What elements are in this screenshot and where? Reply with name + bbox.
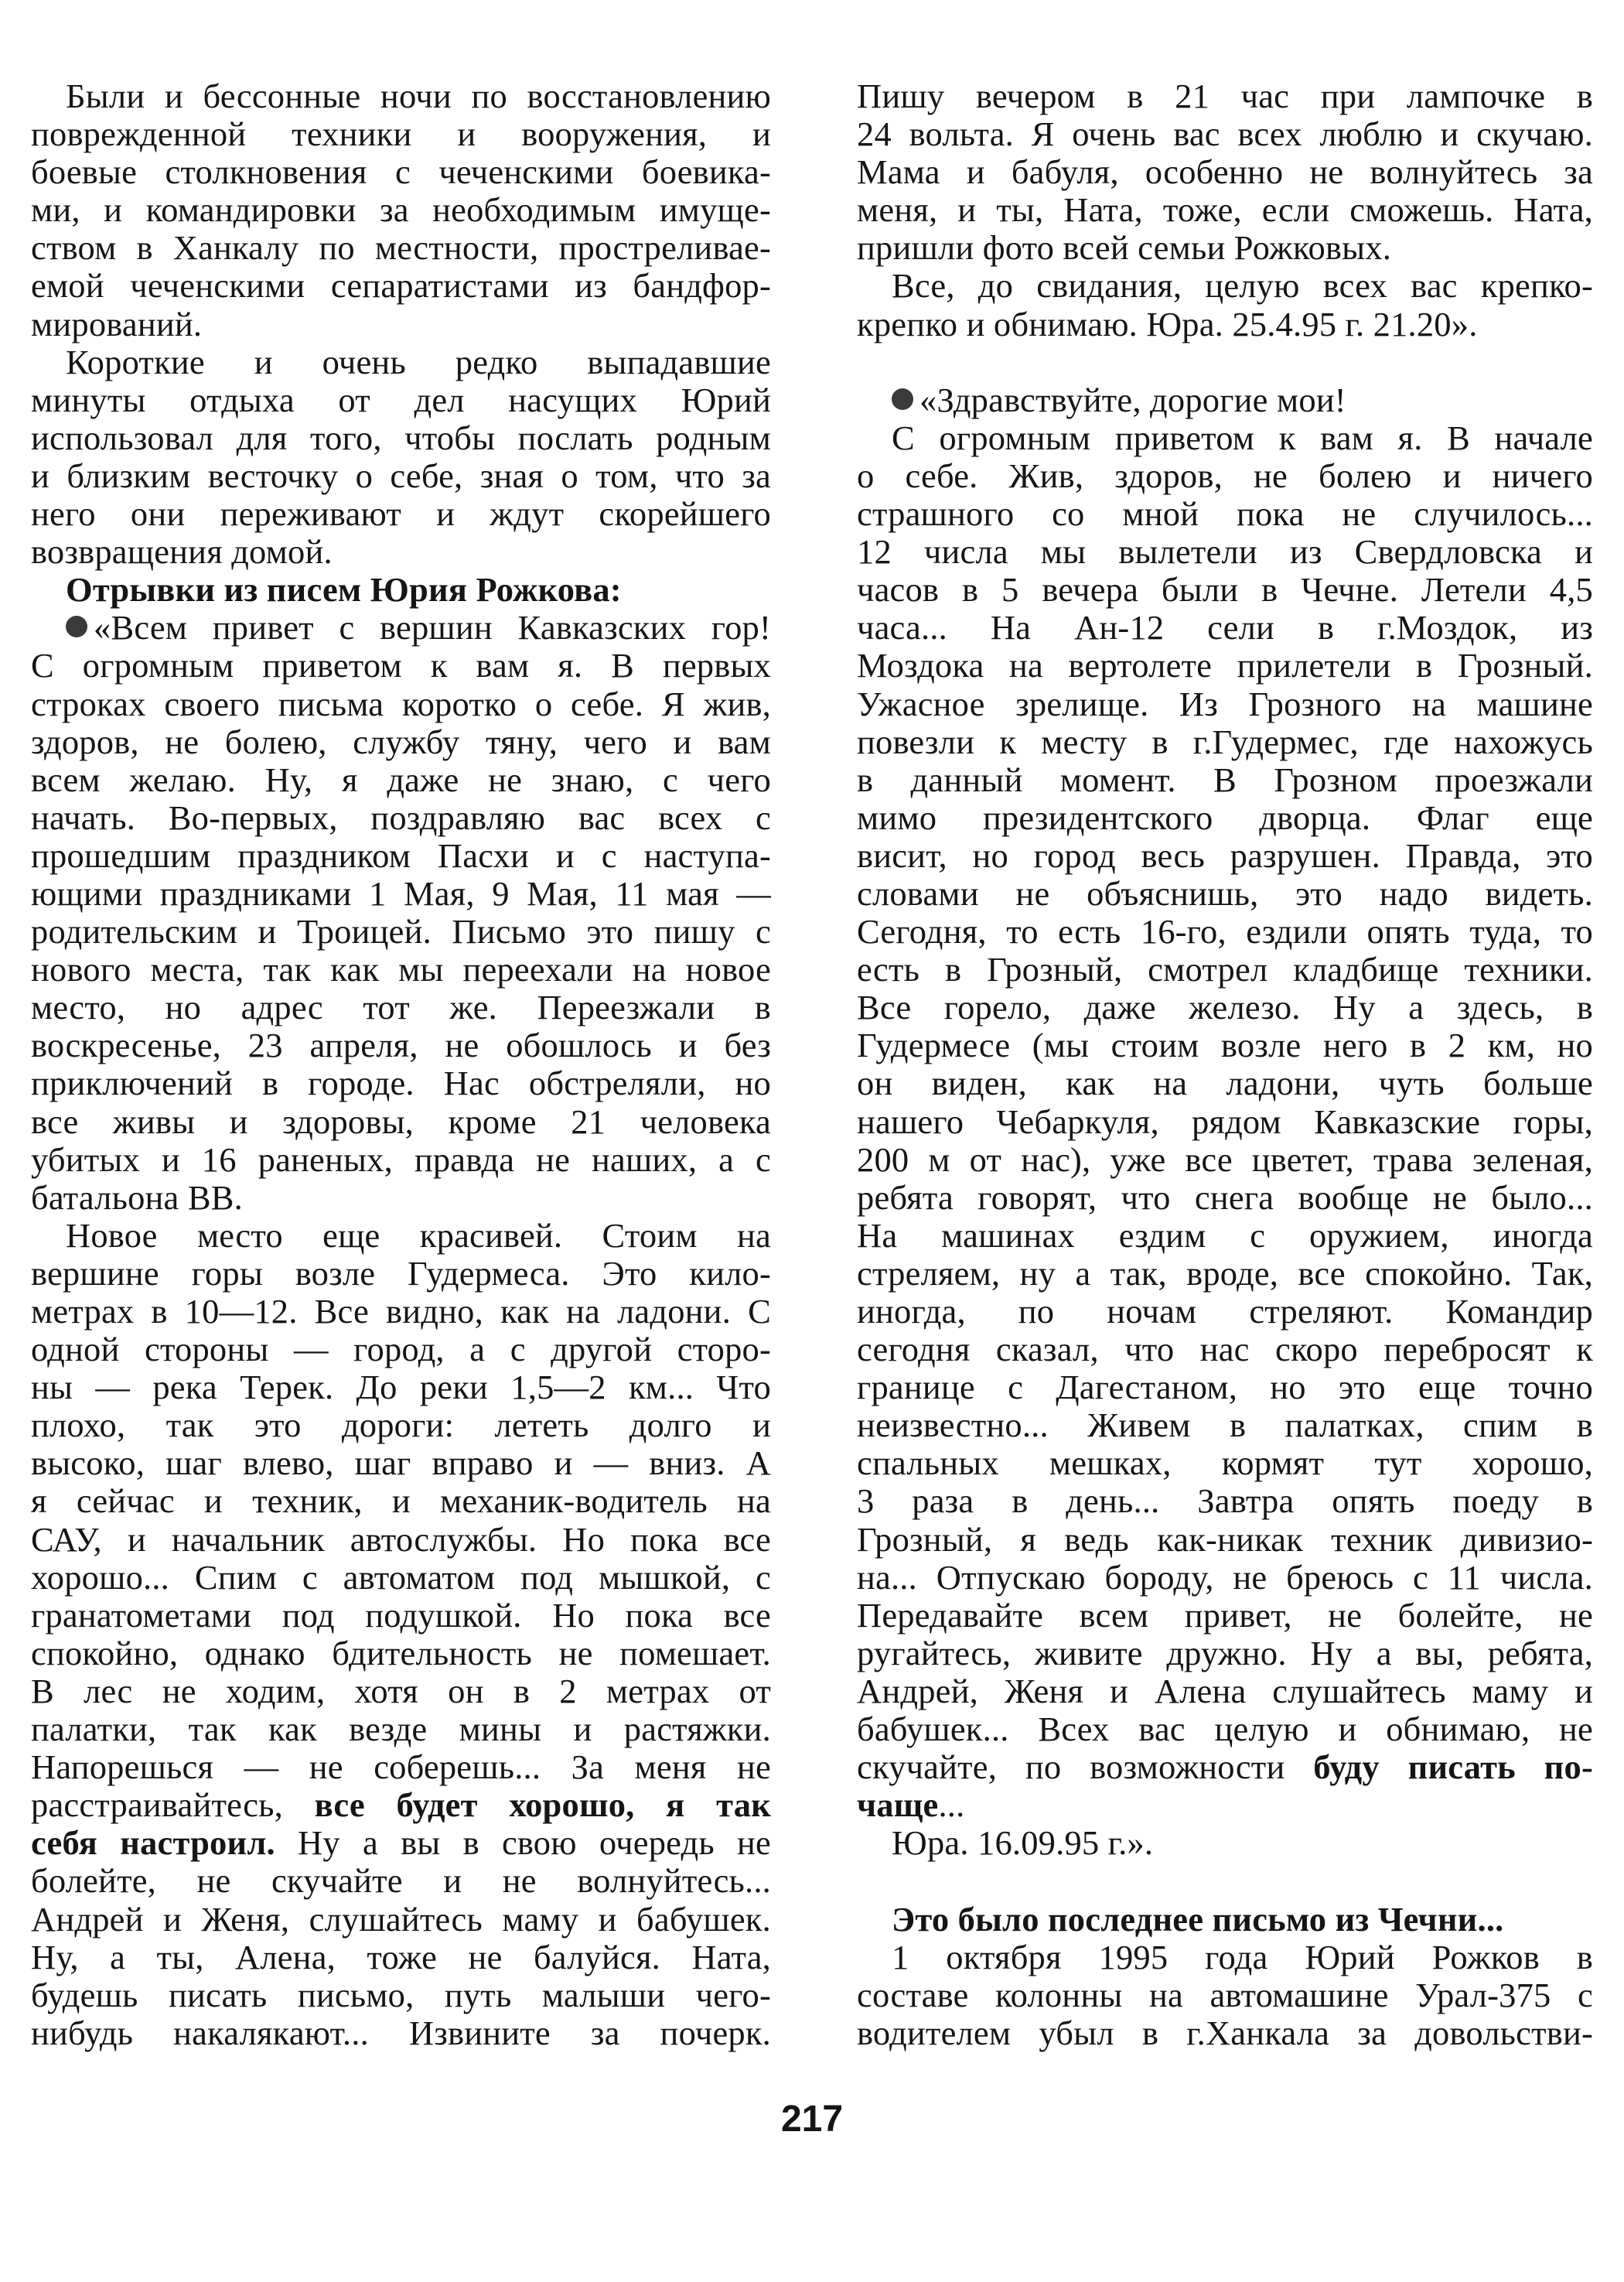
signature-line: Юра. 16.09.95 г.». xyxy=(892,1823,1154,1863)
text-line: словами не объяснишь, это надо видеть. xyxy=(857,873,1593,913)
text-line: пришли фото всей семьи Рожковых. xyxy=(857,228,1392,268)
text-line: 3 раза в день... Завтра опять поеду в xyxy=(857,1481,1593,1521)
text-line: В лес не ходим, хотя он в 2 метрах от xyxy=(31,1671,771,1710)
text-line: есть в Грозный, смотрел кладбище техники. xyxy=(857,950,1593,989)
text-line: 200 м от нас), уже все цветет, трава зеленая, xyxy=(857,1139,1593,1179)
text-line: сегодня сказал, что нас скоро перебросят к xyxy=(857,1330,1593,1369)
text-line: крепко и обнимаю. Юра. 25.4.95 г. 21.20». xyxy=(857,304,1478,343)
text-line: поврежденной техники и вооружения, и xyxy=(31,114,771,154)
text-line: 12 числа мы вылетели из Свердловска и xyxy=(857,532,1593,572)
text-line: спокойно, однако бдительность не помешает. xyxy=(31,1633,771,1672)
text-line: часов в 5 вечера были в Чечне. Летели 4,5 xyxy=(857,570,1593,610)
text-line: Андрей и Женя, слушайтесь маму и бабушек. xyxy=(31,1899,771,1939)
text-fragment: ... xyxy=(938,1785,965,1825)
text-line: Все, до свидания, целую всех вас крепко- xyxy=(892,266,1593,306)
text-line: часа... На Ан-12 сели в г.Моздок, из xyxy=(857,608,1593,647)
text-fragment: расстраивайтесь, xyxy=(31,1785,283,1825)
text-line: я сейчас и техник, и механик-водитель на xyxy=(31,1481,771,1521)
text-line: неизвестно... Живем в палатках, спим в xyxy=(857,1406,1593,1445)
text-line: Новое место еще красивей. Стоим на xyxy=(66,1215,771,1255)
text-line: Грозный, я ведь как-никак техник дивизио- xyxy=(857,1519,1593,1559)
text-line: бабушек... Всех вас целую и обнимаю, не xyxy=(857,1710,1593,1749)
section-heading: Отрывки из писем Юрия Рожкова: xyxy=(66,570,622,610)
text-line: начать. Во-первых, поздравляю вас всех с xyxy=(31,798,771,837)
text-line: ством в Ханкалу по местности, простреливае- xyxy=(31,228,771,268)
bullet-icon xyxy=(892,388,913,410)
text-line: На машинах ездим с оружием, иногда xyxy=(857,1215,1593,1255)
right-column xyxy=(857,77,1593,2052)
text-line: Были и бессонные ночи по восстановлению xyxy=(66,77,771,115)
text-line: Сегодня, то есть 16-го, ездили опять туда, то xyxy=(857,912,1593,951)
text-line: болейте, не скучайте и не волнуйтесь... xyxy=(31,1861,771,1901)
text-line: Моздока на вертолете прилетели в Грозный. xyxy=(857,646,1593,685)
text-line: высоко, шаг влево, шаг вправо и — вниз. А xyxy=(31,1443,771,1483)
text-line: здоров, не болею, службу тяну, чего и вам xyxy=(31,722,771,761)
text-line: нашего Чебаркуля, рядом Кавказские горы, xyxy=(857,1102,1593,1141)
text-line: строках своего письма коротко о себе. Я жив, xyxy=(31,684,771,723)
text-line: страшного со мной пока не случилось... xyxy=(857,494,1593,534)
text-line: в данный момент. В Грозном проезжали xyxy=(857,760,1593,799)
text-line: 24 вольта. Я очень вас всех люблю и скучаю. xyxy=(857,114,1593,154)
letter-opening-line xyxy=(857,381,1593,419)
text-line: хорошо... Спим с автоматом под мышкой, с xyxy=(31,1557,771,1597)
text-line: приключений в городе. Нас обстреляли, но xyxy=(31,1064,771,1103)
text-fragment: «Здравствуйте, дорогие мои! xyxy=(919,380,1346,419)
text-line: ющими праздниками 1 Мая, 9 Мая, 11 мая — xyxy=(31,873,771,913)
text-line: палатки, так как везде мины и растяжки. xyxy=(31,1710,771,1749)
text-line: вершине горы возле Гудермеса. Это кило- xyxy=(31,1253,771,1293)
text-line: место, но адрес тот же. Переезжали в xyxy=(31,988,771,1027)
text-line: о себе. Жив, здоров, не болею и ничего xyxy=(857,456,1593,495)
text-line: возвращения домой. xyxy=(31,532,333,572)
mixed-text-line xyxy=(31,1824,771,1862)
paragraph-gap xyxy=(857,343,1593,381)
text-line: Гудермесе (мы стоим возле него в 2 км, но xyxy=(857,1026,1593,1065)
text-line: меня, и ты, Ната, тоже, если сможешь. Ната, xyxy=(857,190,1593,230)
text-line: гранатометами под подушкой. Но пока все xyxy=(31,1595,771,1635)
text-line: всем желаю. Ну, я даже не знаю, с чего xyxy=(31,760,771,799)
text-line: Ну, а ты, Алена, тоже не балуйся. Ната, xyxy=(31,1937,771,1976)
text-line: повезли к месту в г.Гудермес, где нахожусь xyxy=(857,722,1593,761)
text-line: убитых и 16 раненых, правда не наших, а с xyxy=(31,1139,771,1179)
text-fragment: Ну а вы в свою очередь не xyxy=(298,1823,771,1863)
text-line: границе с Дагестаном, но это еще точно xyxy=(857,1368,1593,1407)
text-line: ругайтесь, живите дружно. Ну а вы, ребята, xyxy=(857,1633,1593,1672)
text-line: все живы и здоровы, кроме 21 человека xyxy=(31,1102,771,1141)
text-line: одной стороны — город, а с другой сторо- xyxy=(31,1330,771,1369)
bold-fragment: чаще xyxy=(857,1785,939,1825)
paragraph-gap xyxy=(857,1862,1593,1900)
mixed-text-line xyxy=(857,1748,1593,1786)
mixed-text-line xyxy=(857,1786,1593,1824)
text-line: спальных мешках, кормят тут хорошо, xyxy=(857,1443,1593,1483)
text-line: стреляем, ну а так, вроде, все спокойно. Так, xyxy=(857,1253,1593,1293)
bold-fragment: все будет хорошо, я так xyxy=(314,1785,771,1825)
text-line: использовал для того, чтобы послать родным xyxy=(31,418,771,457)
text-fragment: скучайте, по возможности xyxy=(857,1747,1285,1787)
text-line: и близким весточку о себе, зная о том, что за xyxy=(31,456,771,495)
letter-opening-line xyxy=(31,609,771,647)
bullet-icon xyxy=(66,616,87,637)
text-line: нибудь накалякают... Извините за почерк. xyxy=(31,2013,771,2052)
text-line: 1 октября 1995 года Юрий Рожков в xyxy=(892,1937,1593,1976)
text-line: батальона ВВ. xyxy=(31,1177,243,1217)
text-line: ны — река Терек. До реки 1,5—2 км... Что xyxy=(31,1368,771,1407)
text-line: родительским и Троицей. Письмо это пишу с xyxy=(31,912,771,951)
text-line: метрах в 10—12. Все видно, как на ладони. С xyxy=(31,1292,771,1331)
bold-fragment: себя настроил. xyxy=(31,1823,275,1863)
text-line: него они переживают и ждут скорейшего xyxy=(31,494,771,534)
mixed-text-line xyxy=(31,1786,771,1824)
text-line: ми, и командировки за необходимым имуще- xyxy=(31,190,771,230)
text-line: ребята говорят, что снега вообще не было... xyxy=(857,1177,1593,1217)
text-line: Мама и бабуля, особенно не волнуйтесь за xyxy=(857,152,1593,192)
text-line: САУ, и начальник автослужбы. Но пока все xyxy=(31,1519,771,1559)
bold-fragment: буду писать по- xyxy=(1313,1747,1593,1787)
left-column xyxy=(31,77,771,2052)
text-line: Передавайте всем привет, не болейте, не xyxy=(857,1595,1593,1635)
text-line: С огромным приветом к вам я. В первых xyxy=(31,646,771,685)
text-line: Короткие и очень редко выпадавшие xyxy=(66,342,771,381)
text-line: Ужасное зрелище. Из Грозного на машине xyxy=(857,684,1593,723)
text-line: он виден, как на ладони, чуть больше xyxy=(857,1064,1593,1103)
text-line: мимо президентского дворца. Флаг еще xyxy=(857,798,1593,837)
text-line: будешь писать письмо, путь малыши чего- xyxy=(31,1975,771,2014)
text-line: висит, но город весь разрушен. Правда, это xyxy=(857,835,1593,875)
text-line: емой чеченскими сепаратистами из бандфор- xyxy=(31,266,771,306)
text-line: минуты отдыха от дел насущих Юрий xyxy=(31,380,771,419)
text-line: плохо, так это дороги: лететь долго и xyxy=(31,1406,771,1445)
text-line: Все горело, даже железо. Ну а здесь, в xyxy=(857,988,1593,1027)
text-line: воскресенье, 23 апреля, не обошлось и без xyxy=(31,1026,771,1065)
section-heading: Это было последнее письмо из Чечни... xyxy=(892,1899,1504,1939)
text-fragment: «Всем привет с вершин Кавказских гор! xyxy=(94,608,771,647)
text-line: иногда, по ночам стреляют. Командир xyxy=(857,1292,1593,1331)
text-line: Пишу вечером в 21 час при лампочке в xyxy=(857,77,1593,115)
text-line: нового места, так как мы переехали на новое xyxy=(31,950,771,989)
text-line: С огромным приветом к вам я. В начале xyxy=(892,418,1593,457)
page-number: 217 xyxy=(780,2099,844,2140)
text-line: Андрей, Женя и Алена слушайтесь маму и xyxy=(857,1671,1593,1710)
text-line: составе колонны на автомашине Урал-375 с xyxy=(857,1975,1593,2014)
text-line: прошедшим праздником Пасхи и с наступа- xyxy=(31,835,771,875)
text-line: боевые столкновения с чеченскими боевика- xyxy=(31,152,771,192)
text-line: на... Отпускаю бороду, не бреюсь с 11 числа. xyxy=(857,1557,1593,1597)
text-line: водителем убыл в г.Ханкала за довольстви- xyxy=(857,2013,1593,2052)
text-line: мирований. xyxy=(31,304,203,343)
text-line: Напорешься — не соберешь... За меня не xyxy=(31,1747,771,1787)
